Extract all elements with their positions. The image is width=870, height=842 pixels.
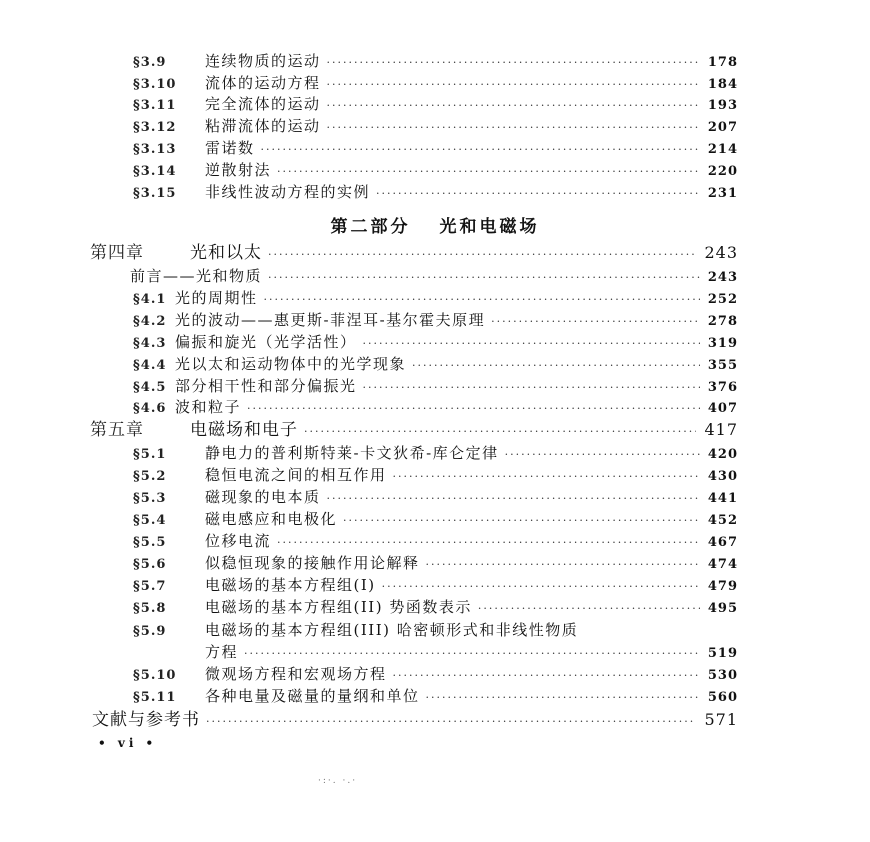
toc-entry[interactable]	[133, 508, 738, 530]
part-title: 光和电磁场	[439, 217, 540, 237]
page-number: 430	[707, 469, 738, 484]
dot-leader	[247, 398, 700, 420]
section-title: 位移电流	[205, 532, 272, 550]
section-title: 流体的运动方程	[205, 74, 321, 92]
toc-entry[interactable]	[133, 464, 738, 486]
section-title: 电磁场的基本方程组(II) 势函数表示	[205, 598, 472, 616]
toc-entry[interactable]	[133, 619, 738, 641]
page-number: 319	[707, 336, 738, 351]
toc-entry[interactable]	[205, 641, 738, 663]
dot-leader	[478, 598, 700, 620]
section-title: 连续物质的运动	[205, 52, 321, 70]
toc-entry[interactable]	[133, 137, 738, 159]
toc-entry[interactable]	[90, 419, 738, 441]
page-number: 407	[707, 401, 738, 416]
dot-leader	[277, 161, 700, 183]
page-number: 560	[707, 690, 738, 705]
section-title: 电磁场和电子	[190, 420, 298, 440]
section-title: 似稳恒现象的接触作用论解释	[205, 554, 420, 572]
page-number: 519	[707, 646, 738, 661]
section-number: §5.11	[133, 690, 177, 705]
section-number: §4.4	[133, 358, 167, 373]
page-number: 184	[707, 77, 738, 92]
section-number: §3.10	[133, 77, 177, 92]
page-number: 420	[707, 447, 738, 462]
section-number: §3.15	[133, 186, 177, 201]
toc-entry[interactable]	[133, 331, 738, 353]
section-number: §5.8	[133, 601, 167, 616]
section-number: §5.7	[133, 579, 167, 594]
toc-entry[interactable]	[133, 93, 738, 115]
toc-entry[interactable]	[133, 115, 738, 137]
toc-entry[interactable]	[133, 442, 738, 464]
section-number: §5.1	[133, 447, 167, 462]
dot-leader	[244, 643, 700, 665]
page-number: 231	[707, 186, 738, 201]
section-number: §4.6	[133, 401, 167, 416]
page-number: 467	[707, 535, 738, 550]
dot-leader	[426, 554, 700, 576]
page-folio: • vi •	[98, 736, 158, 750]
dot-leader	[376, 183, 700, 205]
dot-leader	[277, 532, 700, 554]
section-title: 稳恒电流之间的相互作用	[205, 466, 387, 484]
section-number: §5.10	[133, 668, 177, 683]
dot-leader	[327, 488, 700, 510]
toc-entry[interactable]	[133, 486, 738, 508]
section-title: 前言——光和物质	[130, 267, 263, 285]
section-title: 磁现象的电本质	[205, 488, 321, 506]
page-number: 479	[707, 579, 738, 594]
toc-entry[interactable]	[133, 50, 738, 72]
section-title: 微观场方程和宏观场方程	[205, 665, 387, 683]
section-number: §4.5	[133, 380, 167, 395]
section-title: 静电力的普利斯特莱-卡文狄希-库仑定律	[205, 444, 499, 462]
page-number: 278	[707, 314, 738, 329]
dot-leader	[304, 421, 696, 443]
toc-entry[interactable]	[133, 574, 738, 596]
page-number: 441	[707, 491, 738, 506]
section-title: 部分相干性和部分偏振光	[175, 377, 357, 395]
page-number: 207	[707, 120, 738, 135]
toc-entry[interactable]	[133, 663, 738, 685]
section-title: 光以太和运动物体中的光学现象	[175, 355, 407, 373]
toc-entry[interactable]	[130, 265, 738, 287]
page-number: 243	[707, 270, 738, 285]
section-number: §3.11	[133, 98, 177, 113]
section-title: 光的周期性	[175, 289, 258, 307]
toc-entry[interactable]	[133, 396, 738, 418]
section-title: 偏振和旋光（光学活性）	[175, 333, 357, 351]
scan-speckle: ·:·. ·.·	[318, 776, 358, 786]
toc-entry[interactable]	[133, 596, 738, 618]
page-number: 571	[704, 710, 738, 729]
dot-leader	[264, 289, 700, 311]
toc-entry[interactable]	[133, 159, 738, 181]
dot-leader	[261, 139, 700, 161]
dot-leader	[505, 444, 700, 466]
section-number: §5.4	[133, 513, 167, 528]
page-number: 530	[707, 668, 738, 683]
dot-leader	[382, 576, 700, 598]
dot-leader	[393, 665, 700, 687]
page-number: 193	[707, 98, 738, 113]
part-label: 第二部分	[330, 217, 411, 237]
dot-leader	[327, 95, 700, 117]
toc-entry[interactable]	[133, 72, 738, 94]
part-heading	[0, 212, 870, 237]
section-title: 光和以太	[190, 243, 262, 263]
page-number: 417	[704, 420, 738, 439]
page-number: 452	[707, 513, 738, 528]
section-title: 文献与参考书	[92, 710, 200, 730]
dot-leader	[206, 711, 696, 733]
toc-entry[interactable]	[133, 353, 738, 375]
section-number: §5.6	[133, 557, 167, 572]
dot-leader	[426, 687, 700, 709]
dot-leader	[393, 466, 700, 488]
toc-entry[interactable]	[133, 685, 738, 707]
dot-leader	[491, 311, 700, 333]
page-number: 214	[707, 142, 738, 157]
section-title: 各种电量及磁量的量纲和单位	[205, 687, 420, 705]
page-number: 178	[707, 55, 738, 70]
section-title: 电磁场的基本方程组(I)	[205, 576, 376, 594]
toc-entry[interactable]	[133, 309, 738, 331]
page-number: 495	[707, 601, 738, 616]
toc-entry[interactable]	[133, 552, 738, 574]
section-number: §5.3	[133, 491, 167, 506]
page-number: 355	[707, 358, 738, 373]
section-number: §3.13	[133, 142, 177, 157]
section-number: 第五章	[90, 420, 144, 440]
section-title: 逆散射法	[205, 161, 272, 179]
toc-entry[interactable]	[133, 287, 738, 309]
section-number: §4.1	[133, 292, 167, 307]
section-title: 波和粒子	[175, 398, 242, 416]
section-title: 粘滞流体的运动	[205, 117, 321, 135]
section-number: §3.14	[133, 164, 177, 179]
section-title: 雷诺数	[205, 139, 255, 157]
section-title: 磁电感应和电极化	[205, 510, 338, 528]
toc-entry[interactable]	[92, 709, 738, 731]
toc-entry[interactable]	[133, 375, 738, 397]
toc-entry[interactable]	[90, 242, 738, 264]
page-number: 474	[707, 557, 738, 572]
section-number: §5.9	[133, 624, 167, 639]
section-number: §5.5	[133, 535, 167, 550]
dot-leader	[363, 333, 700, 355]
page-number: 243	[704, 243, 738, 262]
section-number: §3.9	[133, 55, 167, 70]
toc-entry[interactable]	[133, 181, 738, 203]
page-number: 220	[707, 164, 738, 179]
section-title: 完全流体的运动	[205, 95, 321, 113]
section-number: §4.3	[133, 336, 167, 351]
dot-leader	[268, 244, 696, 266]
section-number: §3.12	[133, 120, 177, 135]
toc-entry[interactable]	[133, 530, 738, 552]
dot-leader	[412, 355, 700, 377]
page-number: 376	[707, 380, 738, 395]
page-number: 252	[707, 292, 738, 307]
section-number: 第四章	[90, 243, 144, 263]
dot-leader	[343, 510, 700, 532]
section-title: 方程	[205, 643, 239, 661]
dot-leader	[327, 52, 700, 74]
section-number: §5.2	[133, 469, 167, 484]
dot-leader	[327, 117, 700, 139]
section-title: 光的波动——惠更斯-菲涅耳-基尔霍夫原理	[175, 311, 486, 329]
section-title: 电磁场的基本方程组(III) 哈密顿形式和非线性物质	[205, 621, 579, 639]
dot-leader	[268, 267, 700, 289]
section-title: 非线性波动方程的实例	[205, 183, 371, 201]
section-number: §4.2	[133, 314, 167, 329]
